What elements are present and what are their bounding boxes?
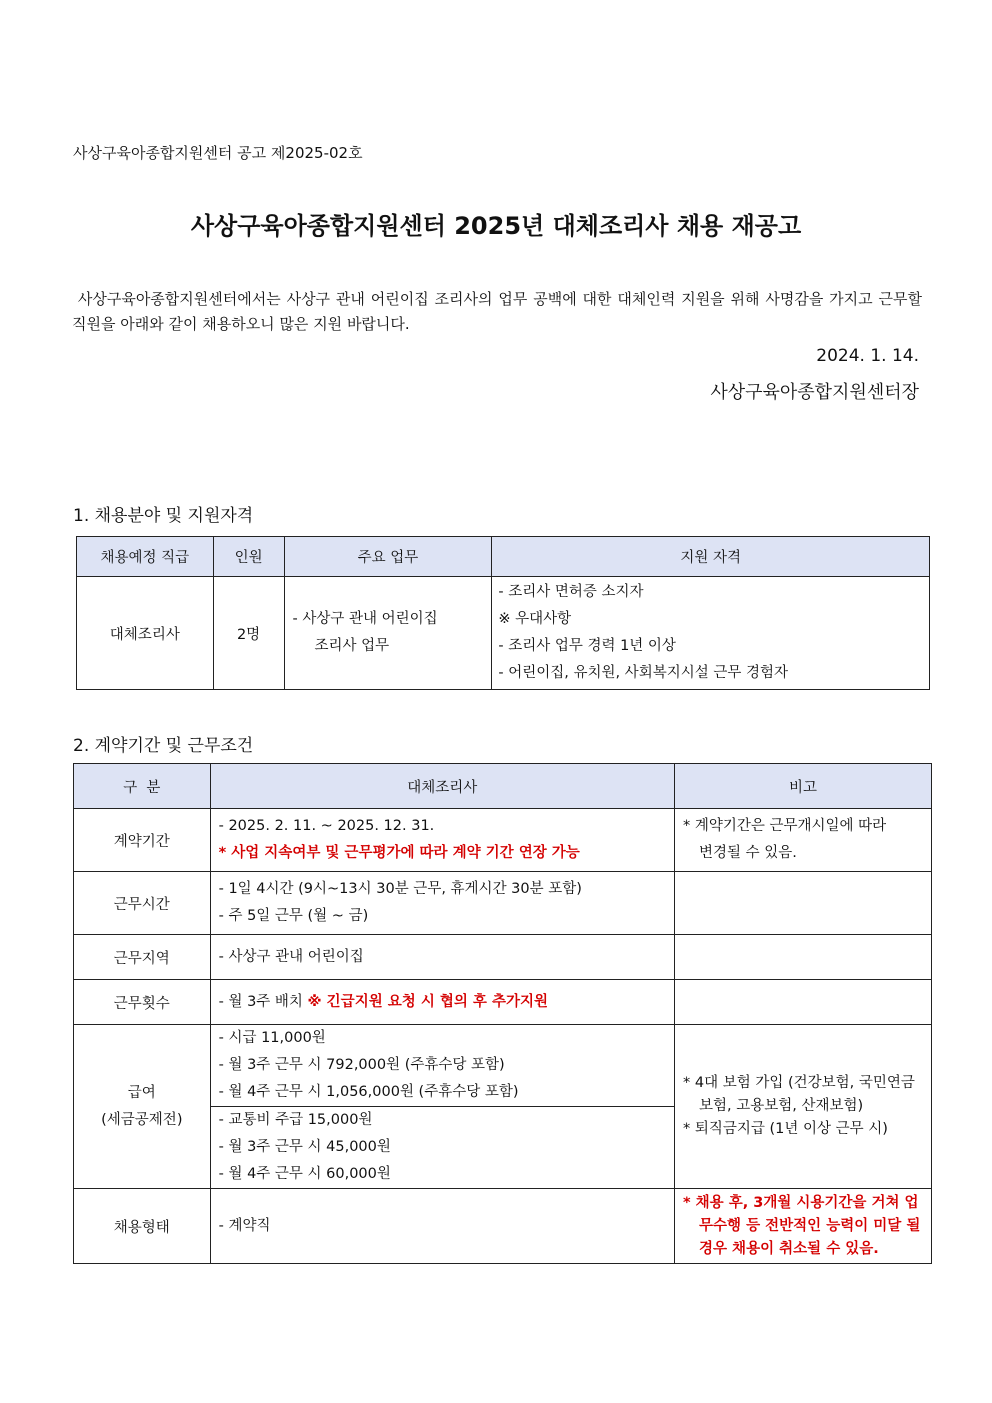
remark-line: * 계약기간은 근무개시일에 따라 xyxy=(683,818,887,834)
pay-remarks xyxy=(675,1025,932,1189)
hours-line: - 주 5일 근무 (월 ~ 금) xyxy=(218,908,369,924)
notice-date: 2024. 1. 14. xyxy=(816,346,919,366)
type-remarks xyxy=(675,1189,932,1264)
frequency-label: 근무횟수 xyxy=(74,980,211,1025)
header-substitute-cook: 대체조리사 xyxy=(210,764,674,809)
duty-cell xyxy=(284,577,492,690)
pay-label xyxy=(74,1025,211,1189)
header-duty: 주요 업무 xyxy=(284,537,492,577)
hours-cell xyxy=(210,872,674,935)
notice-number: 사상구육아종합지원센터 공고 제2025-02호 xyxy=(73,144,363,162)
table-row xyxy=(74,1025,932,1107)
qualification-cell xyxy=(492,577,930,690)
duty-line: - 사상구 관내 어린이집 xyxy=(292,611,438,627)
hours-label: 근무시간 xyxy=(74,872,211,935)
position-cell: 대체조리사 xyxy=(77,577,214,690)
pay-line: - 월 4주 근무 시 60,000원 xyxy=(218,1166,391,1182)
contract-label: 계약기간 xyxy=(74,809,211,872)
pay-transport-cell xyxy=(210,1107,674,1189)
table-row xyxy=(74,980,932,1025)
intro-text: 사상구육아종합지원센터에서는 사상구 관내 어린이집 조리사의 업무 공백에 대한 대체인력 지원을 위해 사명감을 가지고 근무할 직원을 아래와 같이 채용하오니 많은 지원 바랍니다. xyxy=(72,290,922,333)
table-row xyxy=(74,1189,932,1264)
table-row xyxy=(74,872,932,935)
table-row xyxy=(74,935,932,980)
area-label: 근무지역 xyxy=(74,935,211,980)
frequency-cell xyxy=(210,980,674,1025)
frequency-text: - 월 3주 배치 xyxy=(218,993,308,1010)
type-cell xyxy=(210,1189,674,1264)
duty-line: 조리사 업무 xyxy=(314,638,390,654)
frequency-remarks xyxy=(675,980,932,1025)
frequency-line xyxy=(219,989,666,1016)
area-line: - 사상구 관내 어린이집 xyxy=(218,948,364,965)
pay-line: - 월 3주 근무 시 792,000원 (주휴수당 포함) xyxy=(218,1057,505,1073)
conditions-table xyxy=(73,763,932,1264)
type-line: - 계약직 xyxy=(218,1217,271,1234)
qualification-preference: ※ 우대사항 xyxy=(498,611,572,627)
probation-note-line: 경우 채용이 취소될 수 있음. xyxy=(699,1240,879,1257)
header-category: 구 분 xyxy=(74,764,211,809)
count-cell: 2명 xyxy=(213,577,284,690)
hours-remarks xyxy=(675,872,932,935)
pay-line: - 월 4주 근무 시 1,056,000원 (주휴수당 포함) xyxy=(218,1084,519,1100)
remark-line: * 4대 보험 가입 (건강보험, 국민연금 xyxy=(683,1075,915,1091)
probation-note-line: * 채용 후, 3개월 시용기간을 거쳐 업 xyxy=(683,1194,919,1211)
page-title: 사상구육아종합지원센터 2025년 대체조리사 채용 재공고 xyxy=(190,212,802,240)
remark-line: 변경될 수 있음. xyxy=(699,845,797,861)
header-remarks: 비고 xyxy=(675,764,932,809)
table-header-row xyxy=(77,537,930,577)
probation-note-line: 무수행 등 전반적인 능력이 미달 될 xyxy=(699,1217,921,1234)
contract-extension-note: * 사업 지속여부 및 근무평가에 따라 계약 기간 연장 가능 xyxy=(218,845,580,861)
qualification-line: - 어린이집, 유치원, 사회복지시설 근무 경험자 xyxy=(498,665,788,681)
section2-heading: 2. 계약기간 및 근무조건 xyxy=(73,736,254,756)
pay-line: - 시급 11,000원 xyxy=(218,1030,326,1046)
remark-line: * 퇴직금지급 (1년 이상 근무 시) xyxy=(683,1121,888,1137)
header-count: 인원 xyxy=(213,537,284,577)
pay-label-line: 급여 xyxy=(127,1084,156,1101)
frequency-emergency-note: ※ 긴급지원 요청 시 협의 후 추가지원 xyxy=(307,993,549,1010)
header-qualification: 지원 자격 xyxy=(492,537,930,577)
header-position: 채용예정 직급 xyxy=(77,537,214,577)
section1-heading: 1. 채용분야 및 지원자격 xyxy=(73,506,254,526)
qualification-line: - 조리사 면허증 소지자 xyxy=(498,584,644,600)
issuer-name: 사상구육아종합지원센터장 xyxy=(710,382,919,403)
pay-label-line: (세금공제전) xyxy=(101,1111,183,1128)
qualification-line: - 조리사 업무 경력 1년 이상 xyxy=(498,638,676,654)
intro-paragraph xyxy=(72,287,922,337)
recruitment-table xyxy=(76,536,930,690)
table-header-row xyxy=(74,764,932,809)
contract-remarks xyxy=(675,809,932,872)
area-remarks xyxy=(675,935,932,980)
type-label: 채용형태 xyxy=(74,1189,211,1264)
pay-line: - 교통비 주급 15,000원 xyxy=(218,1112,373,1128)
pay-wage-cell xyxy=(210,1025,674,1107)
remark-line: 보험, 고용보험, 산재보험) xyxy=(699,1098,864,1114)
contract-cell xyxy=(210,809,674,872)
table-row xyxy=(74,809,932,872)
pay-line: - 월 3주 근무 시 45,000원 xyxy=(218,1139,391,1155)
contract-line: - 2025. 2. 11. ~ 2025. 12. 31. xyxy=(218,818,435,834)
area-cell xyxy=(210,935,674,980)
table-row xyxy=(77,577,930,690)
hours-line: - 1일 4시간 (9시~13시 30분 근무, 휴게시간 30분 포함) xyxy=(218,881,582,897)
